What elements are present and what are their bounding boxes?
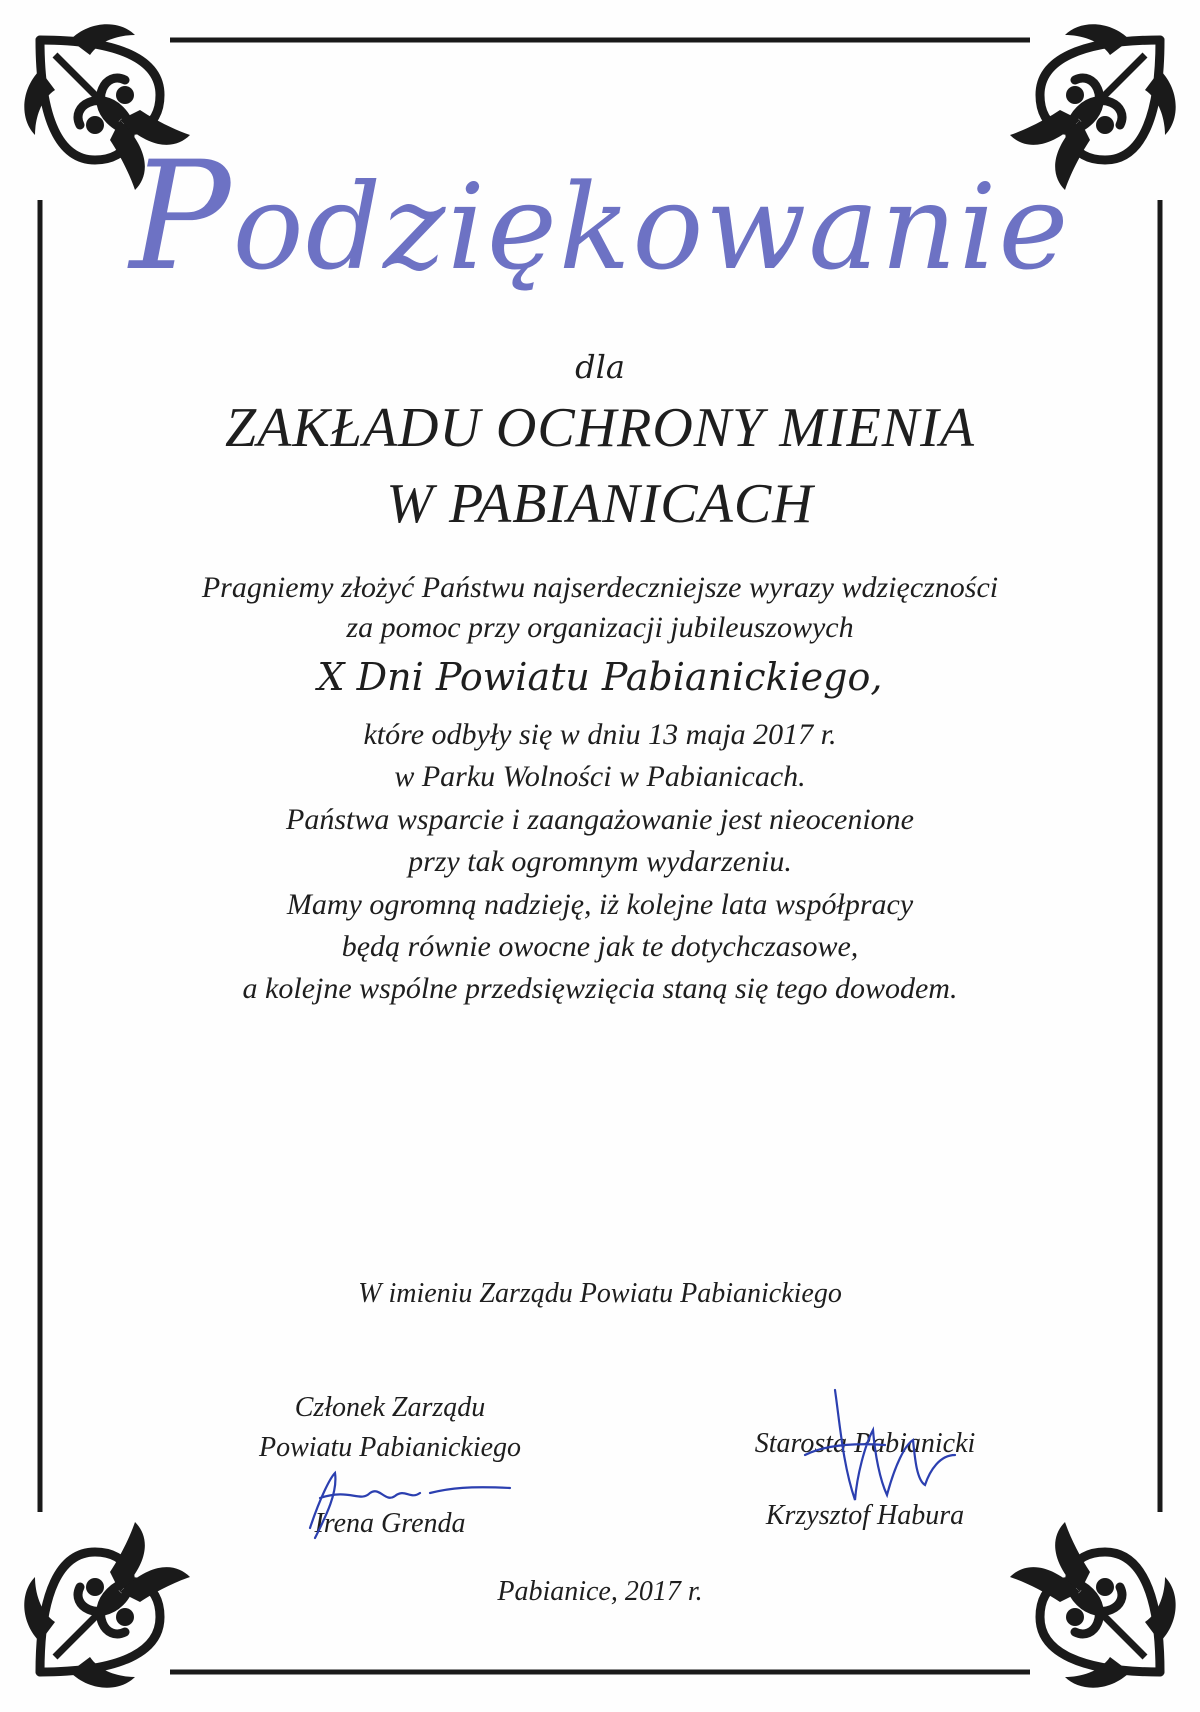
body-line: przy tak ogromnym wydarzeniu.	[408, 845, 792, 878]
body-line: które odbyły się w dniu 13 maja 2017 r.	[363, 718, 837, 751]
handwritten-signature-left	[290, 1458, 520, 1548]
signatory-role: Członek Zarządu	[294, 1392, 486, 1423]
body-line: Pragniemy złożyć Państwu najserdeczniejsze wyrazy wdzięczności	[201, 571, 999, 604]
body-line: będą równie owocne jak te dotychczasowe,	[341, 930, 859, 963]
place-and-date: Pabianice, 2017 r.	[497, 1576, 703, 1607]
body-line: Mamy ogromną nadzieję, iż kolejne lata współpracy	[286, 888, 914, 921]
recipient-line-1: ZAKŁADU OCHRONY MIENIA	[224, 397, 976, 459]
body-line: w Parku Wolności w Pabianicach.	[394, 760, 806, 793]
body-line: Państwa wsparcie i zaangażowanie jest nieocenione	[286, 803, 914, 836]
event-name: X Dni Powiatu Pabianickiego,	[317, 655, 883, 699]
body-line: a kolejne wspólne przedsięwzięcia staną się tego dowodem.	[242, 972, 958, 1005]
for-word: dla	[575, 348, 625, 386]
signatory-name: Krzysztof Habura	[765, 1500, 965, 1531]
signatory-role: Starosta Pabianicki	[754, 1428, 976, 1459]
body-line: za pomoc przy organizacji jubileuszowych	[346, 611, 854, 644]
recipient-line-2: W PABIANICACH	[386, 473, 814, 535]
handwritten-signature-right	[795, 1385, 965, 1515]
certificate-title: Podziękowanie	[129, 130, 1071, 304]
signatory-name: Irena Grenda	[314, 1508, 466, 1539]
signatory-role: Powiatu Pabianickiego	[258, 1432, 522, 1463]
on-behalf-line: W imieniu Zarządu Powiatu Pabianickiego	[358, 1278, 842, 1309]
